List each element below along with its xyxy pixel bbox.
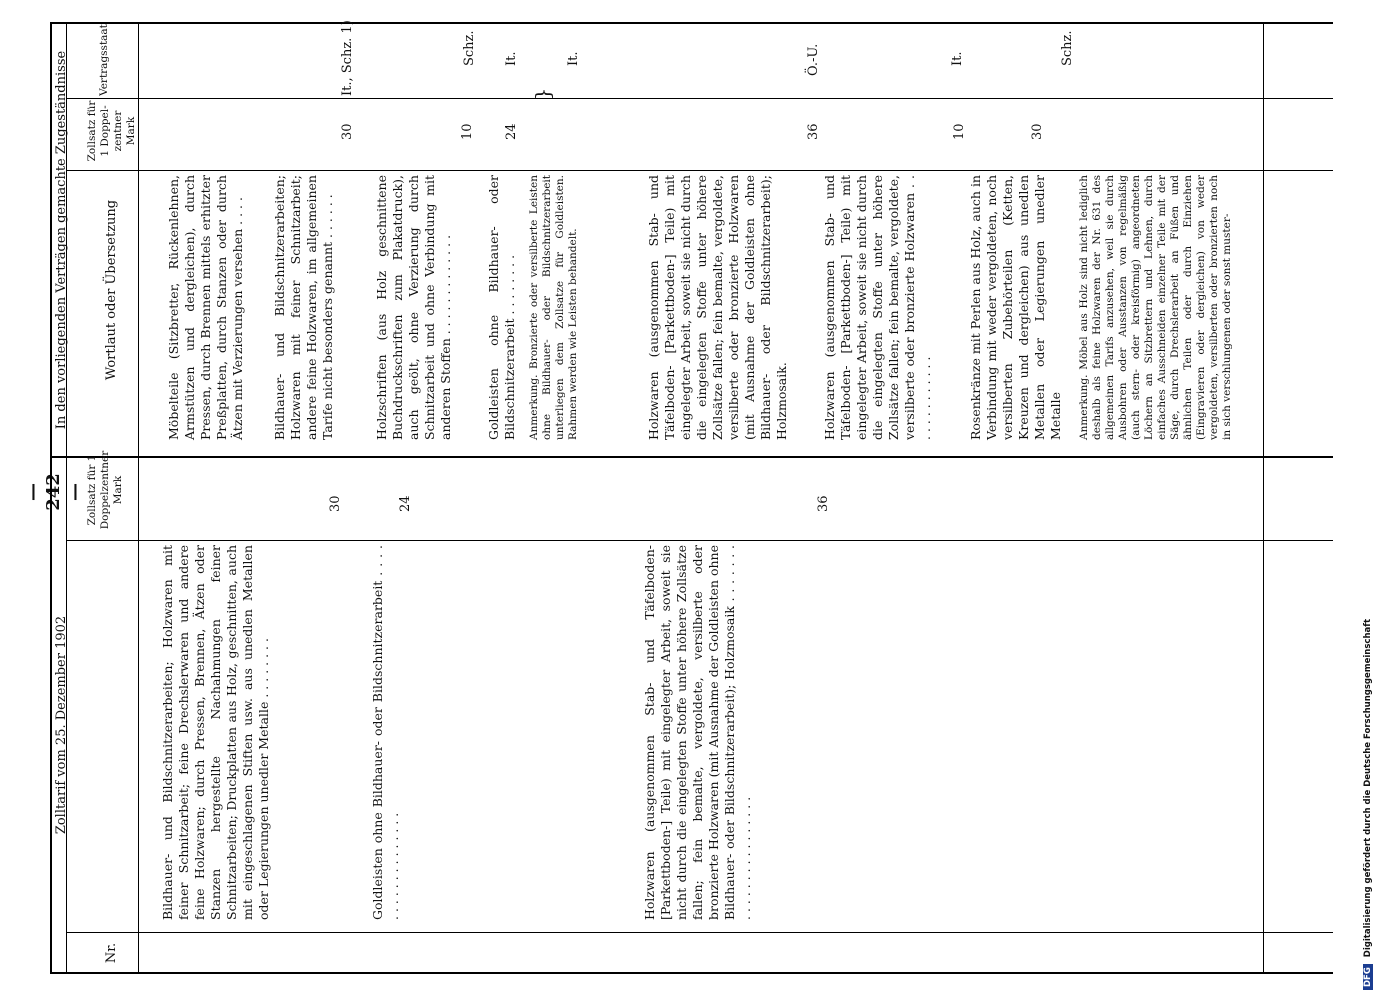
right-entry-3: Holzschriften (aus Holz geschnittene Buchdruckschriften zum Plakatdruck), auch geölt, ohne Verzierung durch Schnitzarbeit und ohne Verbindung mit anderen Stoffen . . . . . . . . . . . . . <box>374 175 453 440</box>
right-rate-4: 24 <box>504 123 519 140</box>
col-rate-left-header: Zollsatz für 1 Doppelzentner Mark <box>86 450 124 530</box>
nr-divider <box>66 932 1333 933</box>
right-state-2: It., Schz. 1) <box>340 20 355 96</box>
right-state-5: It. <box>566 51 581 66</box>
rate-left-divider <box>66 540 1333 541</box>
right-rate-1: 10 <box>952 123 967 140</box>
right-rate-2: 30 <box>340 123 355 140</box>
right-rule <box>1263 22 1264 972</box>
col-nr-header: Nr. <box>104 942 119 964</box>
left-rate-1: 30 <box>328 495 343 512</box>
right-entry-9: Anmerkung. Möbel aus Holz sind nicht lediglich deshalb als feine Holzwaren der Nr. 631 des allgemeinen Tarifs anzusehen, weil sie durch Ausbohren oder Ausstanzen von regelmäßig (auch stern- oder kreisförmig) angeordneten Löchern an Sitzbrettern und Lehnen, durch einfaches Ausschneiden einzelner Teile mit der Säge, durch Drechslerarbeit an Füßen und ähnlichen Teilen oder durch Einziehen (Eingravieren oder dergleichen) von weder vergoldeten, versilberten oder bronzierten noch in sich verschlungenen oder sonst muster- <box>1078 175 1233 440</box>
right-entry-7: Holzwaren (ausgenommen Stab- und Täfelboden- [Parkettboden-] Teile) mit eingelegter Arbeit, soweit sie nicht durch die eingelegten Stoffe unter höhere Zollsätze fallen; fein bemalte, vergoldete, versilberte oder bronzierte Holzwaren . . . . . . . . . . . . . <box>822 175 933 440</box>
dfg-logo: DFG <box>1363 964 1373 990</box>
section-divider <box>50 456 1333 458</box>
col-state-header: Vertragsstaat <box>98 24 110 96</box>
left-entry-3: Holzwaren (ausgenommen Stab- und Täfelboden- [Parkettboden-] Teile) mit eingelegter Arbeit, soweit sie nicht durch die eingelegten Stoffe unter höhere Zollsätze fallen; fein bemalte, vergoldete, versilberte oder bronzierte Holzwaren (mit Ausnahme der Goldleisten ohne Bildhauer- oder Bildschnitzerarbeit); Holzmosaik . . . . . . . . . . . . . . . . . . . . . . . <box>642 545 753 920</box>
right-rate-8: 30 <box>1030 123 1045 140</box>
digitization-sidebar <box>1363 0 1379 1000</box>
right-entry-6: Holzwaren (ausgenommen Stab- und Täfelboden- [Parkettboden-] Teile) mit eingelegter Arbeit, soweit sie nicht durch die eingelegten Stoffe unter höhere Zollsätze fallen; fein bemalte, vergoldete, versilberte oder bronzierte Holzwaren (mit Ausnahme der Goldleisten ohne Bildhauer- oder Bildschnitzerarbeit); Holzmosaik. <box>646 175 789 440</box>
right-entry-2: Bildhauer- und Bildschnitzerarbeiten; Holzwaren mit feiner Schnitzarbeit; andere feine Holzwaren, im allgemeinen Tarife nicht besonders genannt . . . . . . <box>272 175 335 440</box>
right-header: In den vorliegenden Verträgen gemachte Zugeständnisse <box>54 50 69 430</box>
right-entry-5: Anmerkung. Bronzierte oder versilberte Leisten ohne Bildhauer- oder Bildschnitzerarbeit unterliegen dem Zollsatze für Goldleisten. Rahmen werden wie Leisten behandelt. <box>528 175 579 440</box>
col-wording-header: Wortlaut oder Übersetzung <box>104 199 119 381</box>
right-entry-4: Goldleisten ohne Bildhauer- oder Bildschnitzerarbeit . . . . . . . . <box>486 175 517 440</box>
right-state-4: It. <box>504 51 519 66</box>
left-entry-1: Bildhauer- und Bildschnitzerarbeiten; Holzwaren mit feiner Schnitzarbeit; feine Drechslerwaren und andere feine Holzwaren; durch Pressen, Brennen, Ätzen oder Stanzen hergestellte Nachahmungen feiner Schnitzarbeiten; Druckplatten aus Holz, geschnitten, auch mit eingeschlagenen Stiften usw. aus unedlen Metallen oder Legierungen unedler Metalle . . . . . . . . <box>160 545 271 920</box>
right-state-3: Schz. <box>462 30 477 66</box>
sidebar-text: Digitalisierung gefördert durch die Deutsche Forschungsgemeinschaft <box>1363 618 1373 958</box>
left-header: Zolltarif vom 25. Dezember 1902 <box>54 615 69 835</box>
sidebar-text-wrap <box>1363 619 1373 990</box>
state-divider <box>66 98 1333 99</box>
bottom-rule <box>50 972 1333 974</box>
right-rate-6: 36 <box>806 123 821 140</box>
right-state-6: Ö.-U. <box>806 43 821 76</box>
page-number: — 242 — <box>22 473 85 511</box>
left-entry-2: Goldleisten ohne Bildhauer- oder Bildschnitzerarbeit . . . . . . . . . . . . . . . . . . <box>370 545 401 920</box>
brace-mark: } <box>530 87 555 101</box>
rate-right-divider <box>66 170 1333 171</box>
right-state-7: It. <box>950 51 965 66</box>
top-rule <box>50 22 1333 24</box>
left-rule <box>50 22 52 972</box>
left-rate-3: 36 <box>816 495 831 512</box>
right-rate-3: 10 <box>460 123 475 140</box>
right-entry-1: Möbelteile (Sitzbretter, Rückenlehnen, Armstützen und dergleichen), durch Pressen, durch Brennen mittels erhitzter Preßplatten, durch Stanzen oder durch Ätzen mit Verzierungen versehen . . . . <box>166 175 245 440</box>
left-rate-2: 24 <box>398 495 413 512</box>
right-state-8: Schz. <box>1060 30 1075 66</box>
right-entry-8: Rosenkränze mit Perlen aus Holz, auch in Verbindung mit weder vergoldeten, noch versilberten Zubehörteilen (Ketten, Kreuzen und dergleichen) aus unedlen Metallen oder Legierungen unedler Metalle <box>968 175 1063 440</box>
col-rate-right-header: Zollsatz für 1 Doppel-zentner Mark <box>86 100 137 162</box>
